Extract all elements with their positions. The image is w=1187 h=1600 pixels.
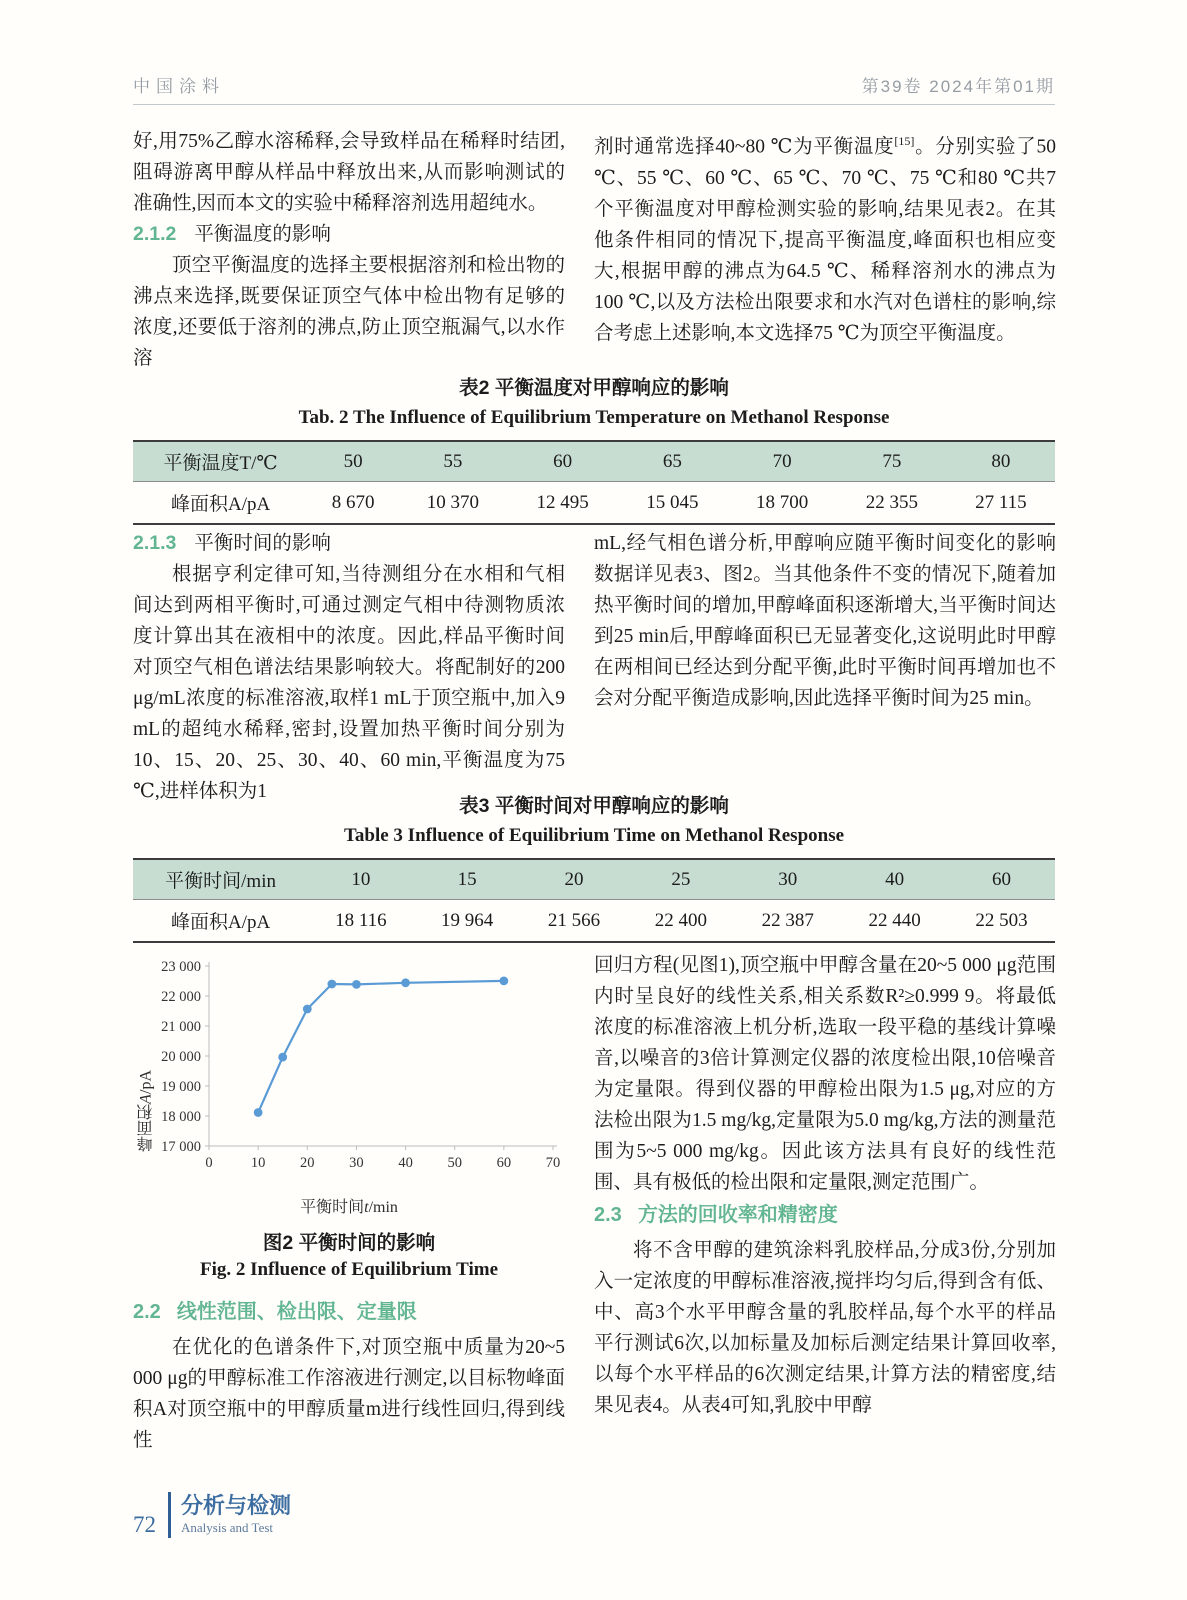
section-heading-23 (594, 1200, 1056, 1231)
x-tick-label: 60 (496, 1155, 512, 1171)
table-cell: 22 440 (841, 900, 948, 943)
table-cell: 10 370 (398, 482, 508, 525)
table2 (133, 440, 1055, 525)
table-header-cell: 25 (671, 868, 691, 890)
y-tick-label: 18 000 (161, 1109, 201, 1125)
column-right-top (594, 126, 1056, 349)
figure2 (133, 950, 565, 1281)
table-header-cell: 20 (564, 868, 584, 890)
paragraph: mL,经气相色谱分析,甲醇响应随平衡时间变化的影响数据详见表3、图2。当其他条件不变的情况下,随着加热平衡时间的增加,甲醇峰面积逐渐增大,当平衡时间达到25 min后,甲醇峰面积已无显著变化,这说明此时甲醇在两相间已经达到分配平衡,此时平衡时间再增加也不会对分配平衡造成影响,因此选择平衡时间为25 min。 (594, 533, 1056, 709)
table-header-cell: 15 (457, 868, 477, 890)
table3-caption-zh: 表3 平衡时间对甲醇响应的影响 (459, 795, 729, 817)
y-tick-label: 17 000 (161, 1139, 201, 1155)
table-header-cell: 65 (662, 450, 682, 472)
paragraph: 将不含甲醇的建筑涂料乳胶样品,分成3份,分别加入一定浓度的甲醇标准溶液,搅拌均匀后,得到含有低、中、高3个水平甲醇含量的乳胶样品,每个水平的样品平行测试6次,以加标量及加标后测定结果计算回收率,以每个水平样品的6次测定结果,计算方法的精密度,结果见表4。从表4可知,乳胶中甲醇 (594, 1240, 1056, 1416)
x-axis-label: 平衡时间t/min (300, 1199, 398, 1216)
y-axis-label: 峰面积 A /pA (137, 1070, 155, 1152)
table-cell: 21 566 (521, 900, 628, 943)
x-tick-label: 70 (545, 1155, 561, 1171)
table3-caption-en: Table 3 Influence of Equilibrium Time on Methanol Response (343, 825, 845, 846)
table-header-cell: 30 (778, 868, 798, 890)
section-title: 方法的回收率和精密度 (637, 1204, 838, 1226)
volume-issue: 第39卷 2024年第01期 (861, 77, 1055, 96)
section-number: 2.2 (133, 1301, 161, 1323)
paragraph: 好,用75%乙醇水溶稀释,会导致样品在稀释时结团,阻碍游离甲醇从样品中释放出来,从而影响测试的准确性,因而本文的实验中稀释溶剂选用超纯水。 (133, 131, 565, 214)
table-header-cell: 10 (351, 868, 371, 890)
section-title: 线性范围、检出限、定量限 (176, 1301, 417, 1323)
data-point (401, 978, 410, 987)
table-header-cell: 40 (885, 868, 905, 890)
x-tick-label: 40 (398, 1155, 413, 1171)
citation-marker: [15] (894, 134, 915, 148)
table-cell: 22 400 (627, 900, 734, 943)
data-point (278, 1053, 287, 1062)
paragraph: 在优化的色谱条件下,对顶空瓶中质量为20~5 000 μg的甲醇标准工作溶液进行测定,以目标物峰面积A对顶空瓶中的甲醇质量m进行线性回归,得到线性 (133, 1337, 565, 1451)
line-chart (133, 950, 565, 1194)
table-header-cell: 70 (772, 450, 792, 472)
x-tick-label: 0 (205, 1155, 213, 1171)
section-title: 平衡温度的影响 (194, 224, 331, 245)
section-heading-22 (133, 1297, 565, 1328)
section-number: 2.1.2 (133, 223, 177, 245)
table-header-cell: 80 (991, 450, 1011, 472)
table-cell: 15 045 (617, 482, 727, 525)
x-tick-label: 30 (349, 1155, 364, 1171)
table-header-cell: 60 (992, 868, 1012, 890)
x-tick-label: 50 (447, 1155, 462, 1171)
table3-block (133, 790, 1055, 943)
table-cell: 22 387 (734, 900, 841, 943)
journal-name: 中国涂料 (133, 77, 225, 96)
table2-caption-zh: 表2 平衡温度对甲醇响应的影响 (459, 377, 729, 399)
data-point (352, 980, 361, 989)
page-number: 72 (133, 1512, 156, 1537)
data-point (327, 980, 336, 989)
table-row (133, 482, 1055, 525)
footer-divider-bar (168, 1492, 171, 1538)
column-left-top (133, 126, 565, 374)
y-tick-label: 22 000 (161, 989, 201, 1005)
table-header-cell: 平衡时间/min (165, 871, 276, 892)
chart-canvas (133, 950, 565, 1194)
table-header-cell: 55 (443, 450, 463, 472)
table-cell: 18 116 (308, 900, 413, 943)
footer-section-zh: 分析与检测 (181, 1493, 292, 1518)
table2-block (133, 372, 1055, 525)
table3 (133, 858, 1055, 943)
paragraph-text: 剂时通常选择40~80 ℃为平衡温度 (594, 136, 895, 158)
y-tick-label: 21 000 (161, 1019, 201, 1035)
figure2-caption-zh: 图2 平衡时间的影响 (262, 1232, 436, 1254)
table-row (133, 900, 1055, 943)
column-left-bottom (133, 950, 565, 1456)
table-cell: 12 495 (508, 482, 618, 525)
table-header-cell: 平衡温度T/℃ (163, 453, 278, 474)
paragraph: 顶空平衡温度的选择主要根据溶剂和检出物的沸点来选择,既要保证顶空气体中检出物有足够的浓度,还要低于溶剂的沸点,防止顶空瓶漏气,以水作溶 (133, 255, 565, 369)
data-point (254, 1108, 263, 1117)
page-footer (133, 1492, 291, 1538)
table-cell: 22 503 (948, 900, 1055, 943)
data-point (499, 977, 508, 986)
section-number: 2.3 (594, 1204, 622, 1226)
y-tick-label: 23 000 (161, 959, 201, 975)
section-heading-212 (133, 219, 565, 250)
table-cell: 峰面积A/pA (133, 482, 308, 525)
footer-section (181, 1493, 291, 1537)
table-cell: 27 115 (947, 482, 1055, 525)
table-cell: 19 964 (414, 900, 521, 943)
footer-section-en: Analysis and Test (181, 1520, 274, 1535)
column-left-mid (133, 528, 565, 807)
table-header-cell: 60 (553, 450, 573, 472)
table2-caption-en: Tab. 2 The Influence of Equilibrium Temperature on Methanol Response (298, 407, 890, 428)
paragraph: 根据亨利定律可知,当待测组分在水相和气相间达到两相平衡时,可通过测定气相中待测物质浓度计算出其在液相中的浓度。因此,样品平衡时间对顶空气相色谱法结果影响较大。将配制好的200 μg/mL浓度的标准溶液,取样1 mL于顶空瓶中,加入9 mL的超纯水稀释,密封,设置加热平衡时间分别为10、15、20、25、30、40、60 min,平衡温度为75 ℃,进样体积为1 (133, 564, 565, 802)
figure2-caption-en: Fig. 2 Influence of Equilibrium Time (199, 1259, 499, 1280)
column-right-mid (594, 528, 1056, 714)
paragraph (594, 126, 1056, 349)
page-header (133, 72, 1055, 105)
x-tick-label: 20 (300, 1155, 315, 1171)
section-title: 平衡时间的影响 (194, 533, 331, 554)
y-tick-label: 20 000 (161, 1049, 201, 1065)
x-tick-label: 10 (250, 1155, 266, 1171)
paragraph-text: 。分别实验了50 ℃、55 ℃、60 ℃、65 ℃、70 ℃、75 ℃和80 ℃共7个平衡温度对甲醇检测实验的影响,结果见表2。在其他条件相同的情况下,提高平衡温度,峰面积也相应变大,根据甲醇的沸点为64.5 ℃、稀释溶剂水的沸点为100 ℃,以及方法检出限要求和水汽对色谱柱的影响,综合考虑上述影响,本文选择75 ℃为顶空平衡温度。 (594, 136, 1056, 344)
table-cell: 峰面积A/pA (133, 900, 308, 943)
y-tick-label: 19 000 (161, 1079, 201, 1095)
table-header-cell: 50 (343, 450, 363, 472)
data-line (258, 981, 504, 1113)
table-header-cell: 75 (882, 450, 902, 472)
column-right-bottom (594, 950, 1056, 1421)
data-point (303, 1005, 312, 1014)
section-heading-213 (133, 528, 565, 559)
section-number: 2.1.3 (133, 532, 177, 554)
table-cell: 18 700 (727, 482, 837, 525)
table-cell: 22 355 (837, 482, 947, 525)
table-cell: 8 670 (308, 482, 398, 525)
paragraph: 回归方程(见图1),顶空瓶中甲醇含量在20~5 000 μg范围内时呈良好的线性关系,相关系数R²≥0.999 9。将最低浓度的标准溶液上机分析,选取一段平稳的基线计算噪音,以噪音的3倍计算测定仪器的浓度检出限,10倍噪音为定量限。得到仪器的甲醇检出限为1.5 μg,对应的方法检出限为1.5 mg/kg,定量限为5.0 mg/kg,方法的测量范围为5~5 000 mg/kg。因此该方法具有良好的线性范围、具有极低的检出限和定量限,测定范围广。 (594, 955, 1056, 1193)
